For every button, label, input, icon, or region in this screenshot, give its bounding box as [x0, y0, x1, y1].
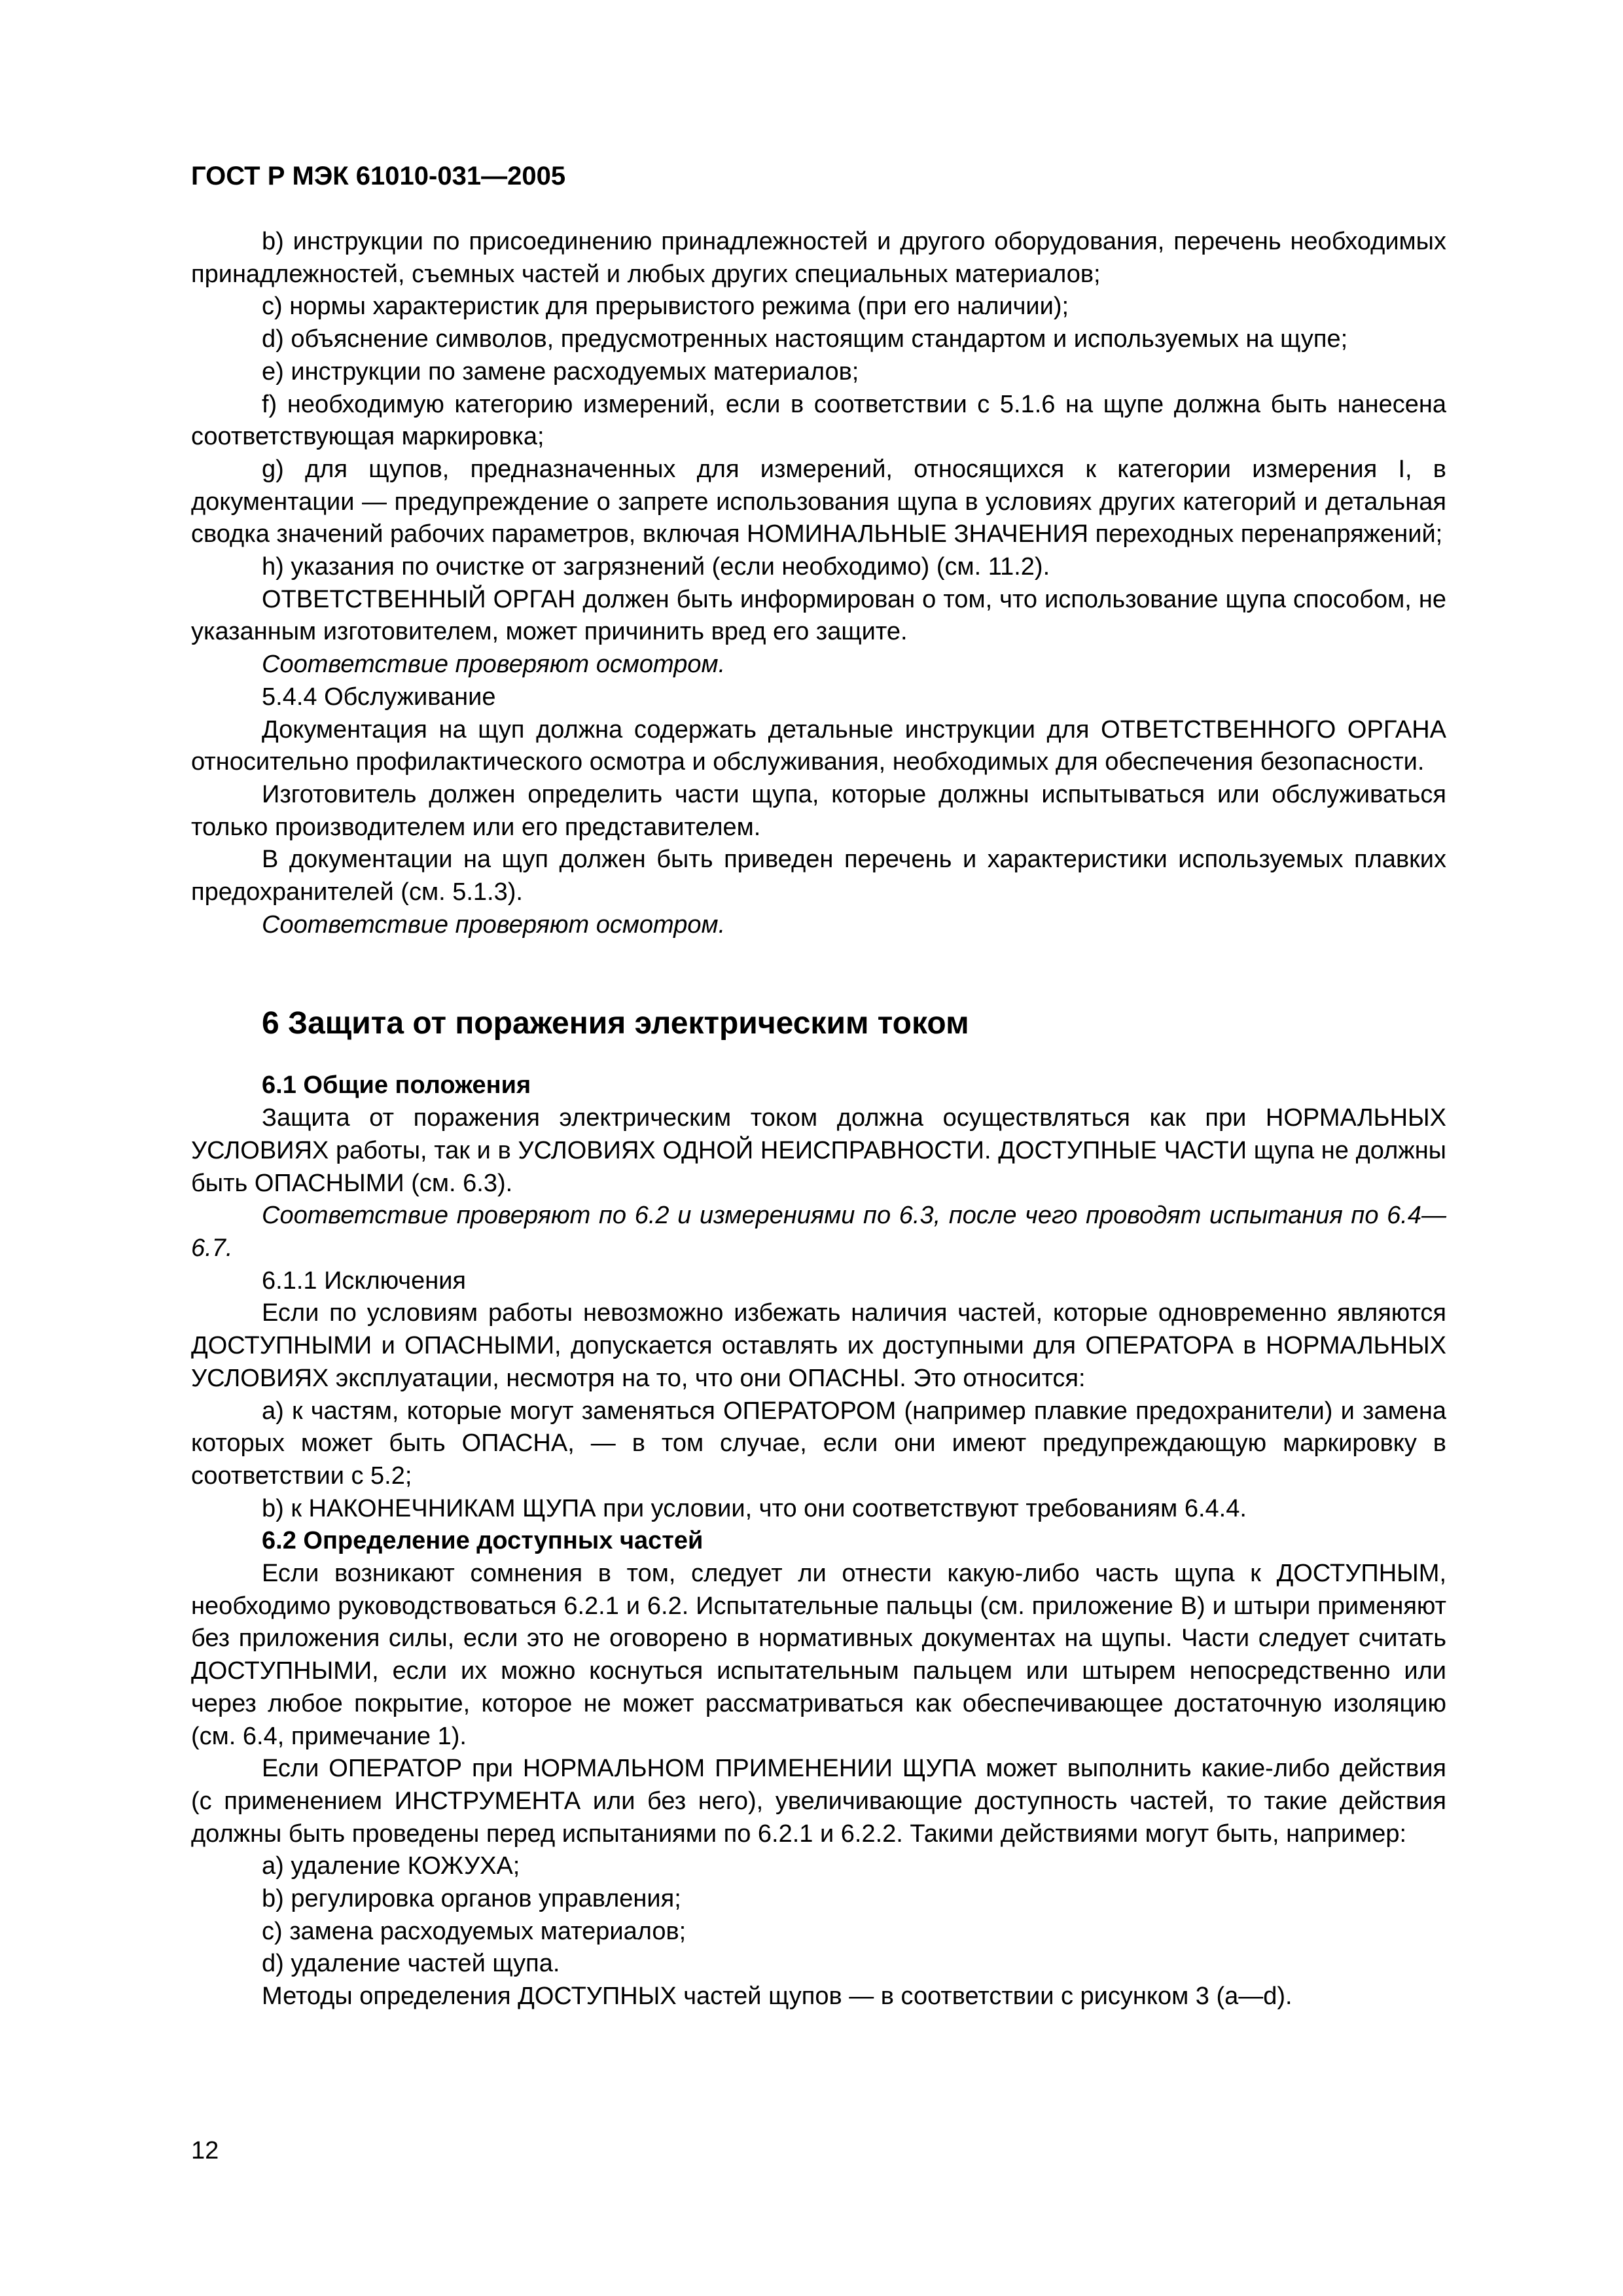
- section-heading: 6 Защита от поражения электрическим током: [262, 1006, 969, 1041]
- list-item-e: e) инструкции по замене расходуемых материалов;: [262, 357, 859, 386]
- list-item-d: d) удаление частей щупа.: [262, 1950, 560, 1978]
- subsection-heading: 6.1 Общие положения: [262, 1071, 531, 1100]
- list-item-b: b) к НАКОНЕЧНИКАМ ЩУПА при условии, что они соответствуют требованиям 6.4.4.: [262, 1494, 1247, 1522]
- list-item-f: f) необходимую категорию измерений, если в соответствии с 5.1.6 на щупе должна быть нанесена соответствующая маркировка;: [191, 390, 1446, 451]
- list-item-c: c) замена расходуемых материалов;: [262, 1917, 687, 1945]
- paragraph: Если по условиям работы невозможно избежать наличия частей, которые одновременно являются ДОСТУПНЫМИ и ОПАСНЫМИ, допускается оставлять их доступными для ОПЕРАТОРА в НОРМАЛЬНЫХ УСЛОВИЯХ эксплуатации, несмотря на то, что они ОПАСНЫ. Это относится:: [191, 1299, 1446, 1392]
- list-item-b: b) инструкции по присоединению принадлежностей и другого оборудования, перечень необходимых принадлежностей, съемных частей и любых других специальных материалов;: [191, 228, 1446, 288]
- document-body: [191, 226, 1446, 2013]
- list-item-c: c) нормы характеристик для прерывистого режима (при его наличии);: [262, 293, 1069, 321]
- list-item-g: g) для щупов, предназначенных для измерений, относящихся к категории измерения I, в документации — предупреждение о запрете использования щупа в условиях других категорий и детальная сводка значений рабочих параметров, включая НОМИНАЛЬНЫЕ ЗНАЧЕНИЯ переходных перенапряжений;: [191, 455, 1446, 548]
- paragraph: Если ОПЕРАТОР при НОРМАЛЬНОМ ПРИМЕНЕНИИ ЩУПА может выполнить какие-либо действия (с применением ИНСТРУМЕНТА или без него), увеличивающие доступность частей, то такие действия должны быть проведены перед испытаниями по 6.2.1 и 6.2.2. Такими действиями могут быть, например:: [191, 1755, 1446, 1848]
- compliance-note: Соответствие проверяют по 6.2 и измерениями по 6.3, после чего проводят испытания по 6.4—6.7.: [191, 1202, 1446, 1262]
- list-item-h: h) указания по очистке от загрязнений (если необходимо) (см. 11.2).: [262, 553, 1050, 581]
- subsection-title: 6.1.1 Исключения: [262, 1266, 466, 1295]
- paragraph: ОТВЕТСТВЕННЫЙ ОРГАН должен быть информирован о том, что использование щупа способом, не указанным изготовителем, может причинить вред его защите.: [191, 585, 1446, 646]
- subsection-heading: 6.2 Определение доступных частей: [262, 1527, 704, 1555]
- list-item-b: b) регулировка органов управления;: [262, 1885, 681, 1913]
- compliance-note: Соответствие проверяют осмотром.: [262, 651, 726, 679]
- list-item-d: d) объяснение символов, предусмотренных настоящим стандартом и используемых на щупе;: [262, 325, 1348, 353]
- paragraph: Документация на щуп должна содержать детальные инструкции для ОТВЕТСТВЕННОГО ОРГАНА относительно профилактического осмотра и обслуживания, необходимых для обеспечения безопасности.: [191, 715, 1446, 776]
- paragraph: Изготовитель должен определить части щупа, которые должны испытываться или обслуживаться только производителем или его представителем.: [191, 780, 1446, 841]
- document-header: ГОСТ Р МЭК 61010-031—2005: [191, 162, 566, 190]
- compliance-note: Соответствие проверяют осмотром.: [262, 910, 726, 939]
- list-item-a: a) удаление КОЖУХА;: [262, 1852, 520, 1880]
- subsection-title: 5.4.4 Обслуживание: [262, 683, 496, 711]
- page-number: 12: [191, 2137, 219, 2164]
- paragraph: Методы определения ДОСТУПНЫХ частей щупов — в соответствии с рисунком 3 (a—d).: [262, 1982, 1293, 2011]
- paragraph: В документации на щуп должен быть приведен перечень и характеристики используемых плавких предохранителей (см. 5.1.3).: [191, 846, 1446, 906]
- list-item-a: a) к частям, которые могут заменяться ОПЕРАТОРОМ (например плавкие предохранители) и замена которых может быть ОПАСНА, — в том случае, если они имеют предупреждающую маркировку в соответствии с 5.2;: [191, 1397, 1446, 1490]
- paragraph: Если возникают сомнения в том, следует ли отнести какую-либо часть щупа к ДОСТУПНЫМ, необходимо руководствоваться 6.2.1 и 6.2. Испытательные пальцы (см. приложение В) и штыри применяют без приложения силы, если это не оговорено в нормативных документах на щупы. Части следует считать ДОСТУПНЫМИ, если их можно коснуться испытательным пальцем или штырем непосредственно или через любое покрытие, которое не может рассматриваться как обеспечивающее достаточную изоляцию (см. 6.4, примечание 1).: [191, 1560, 1446, 1750]
- paragraph: Защита от поражения электрическим током должна осуществляться как при НОРМАЛЬНЫХ УСЛОВИЯХ работы, так и в УСЛОВИЯХ ОДНОЙ НЕИСПРАВНОСТИ. ДОСТУПНЫЕ ЧАСТИ щупа не должны быть ОПАСНЫМИ (см. 6.3).: [191, 1104, 1446, 1197]
